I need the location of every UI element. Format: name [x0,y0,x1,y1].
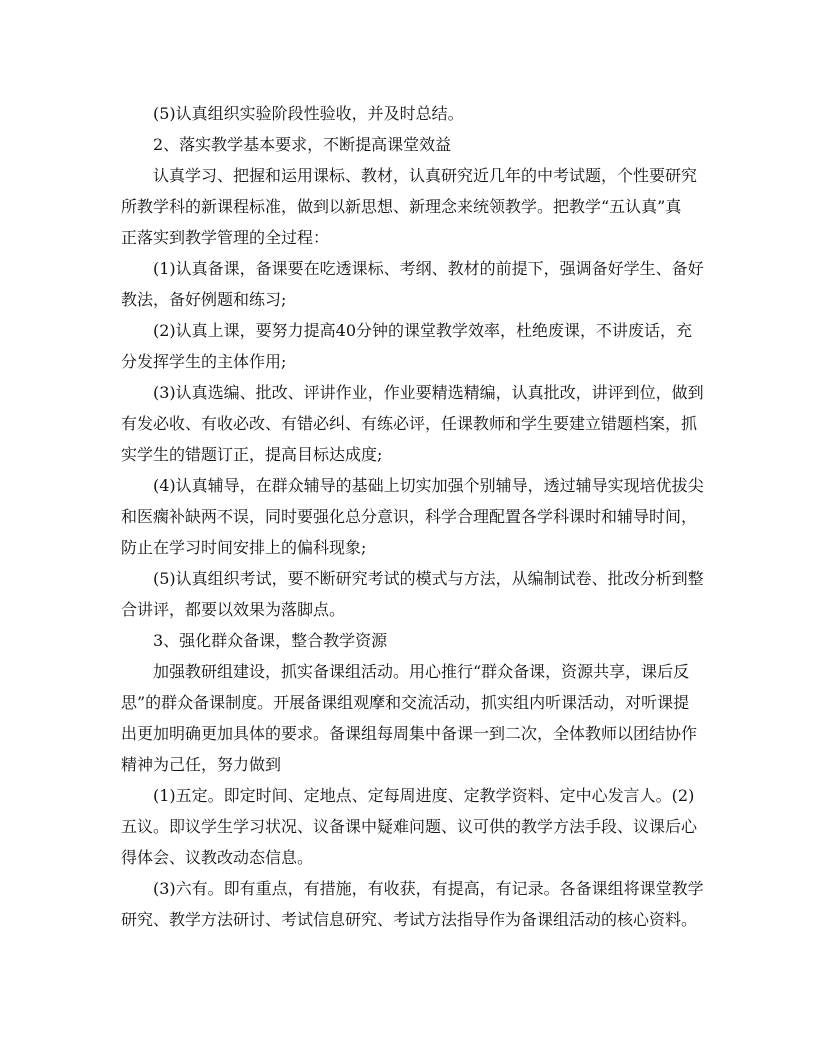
text-line: 教法，备好例题和练习; [121,290,287,309]
text-line: (3)六有。即有重点，有措施，有收获，有提高，有记录。各备课组将课堂教学 [153,879,704,898]
text-line: 所教学科的新课程标准，做到以新思想、新理念来统领教学。把教学“五认真”真 [121,197,682,216]
text-line: 和医瘸补缺两不误，同时要强化总分意识，科学合理配置各学科课时和辅导时间， [121,507,698,526]
text-line: 加强教研组建设，抓实备课组活动。用心推行“群众备课，资源共享，课后反 [153,662,690,681]
text-line: (4)认真辅导，在群众辅导的基础上切实加强个别辅导，透过辅导实现培优拔尖 [153,476,704,495]
text-line: 防止在学习时间安排上的偏科现象; [121,538,367,557]
text-line: 研究、教学方法研讨、考试信息研究、考试方法指导作为备课组活动的核心资料。 [121,910,698,929]
text-line: 认真学习、把握和运用课标、教材，认真研究近几年的中考试题，个性要研究 [153,166,698,185]
text-line: 思”的群众备课制度。开展备课组观摩和交流活动，抓实组内听课活动，对听课提 [121,693,690,712]
text-line: (1)认真备课，备课要在吃透课标、考纲、教材的前提下，强调备好学生、备好 [153,259,704,278]
section-heading: 3、强化群众备课，整合教学资源 [153,631,388,650]
text-line: 精神为己任，努力做到 [121,755,282,774]
text-line: (2)认真上课，要努力提高40分钟的课堂教学效率，杜绝废课，不讲废话，充 [153,321,693,340]
text-line: (5)认真组织考试，要不断研究考试的模式与方法，从编制试卷、批改分析到整 [153,569,704,588]
text-line: 正落实到教学管理的全过程： [121,228,330,247]
text-line: 实学生的错题订正，提高目标达成度; [121,445,383,464]
text-line: 出更加明确更加具体的要求。备课组每周集中备课一到二次，全体教师以团结协作 [121,724,698,743]
text-line: 分发挥学生的主体作用; [121,352,287,371]
text-line: 有发必收、有收必改、有错必纠、有练必评，任课教师和学生要建立错题档案，抓 [121,414,698,433]
text-line: (3)认真选编、批改、评讲作业，作业要精选精编，认真批改，讲评到位，做到 [153,383,704,402]
text-line: (5)认真组织实验阶段性验收，并及时总结。 [153,104,464,123]
section-heading: 2、落实教学基本要求，不断提高课堂效益 [153,135,452,154]
text-line: 得体会、议教改动态信息。 [121,848,314,867]
text-line: (1)五定。即定时间、定地点、定每周进度、定教学资料、定中心发言人。(2) [153,786,695,805]
text-line: 五议。即议学生学习状况、议备课中疑难问题、议可供的教学方法手段、议课后心 [121,817,698,836]
document-body [121,98,704,935]
text-line: 合讲评，都要以效果为落脚点。 [121,600,346,619]
